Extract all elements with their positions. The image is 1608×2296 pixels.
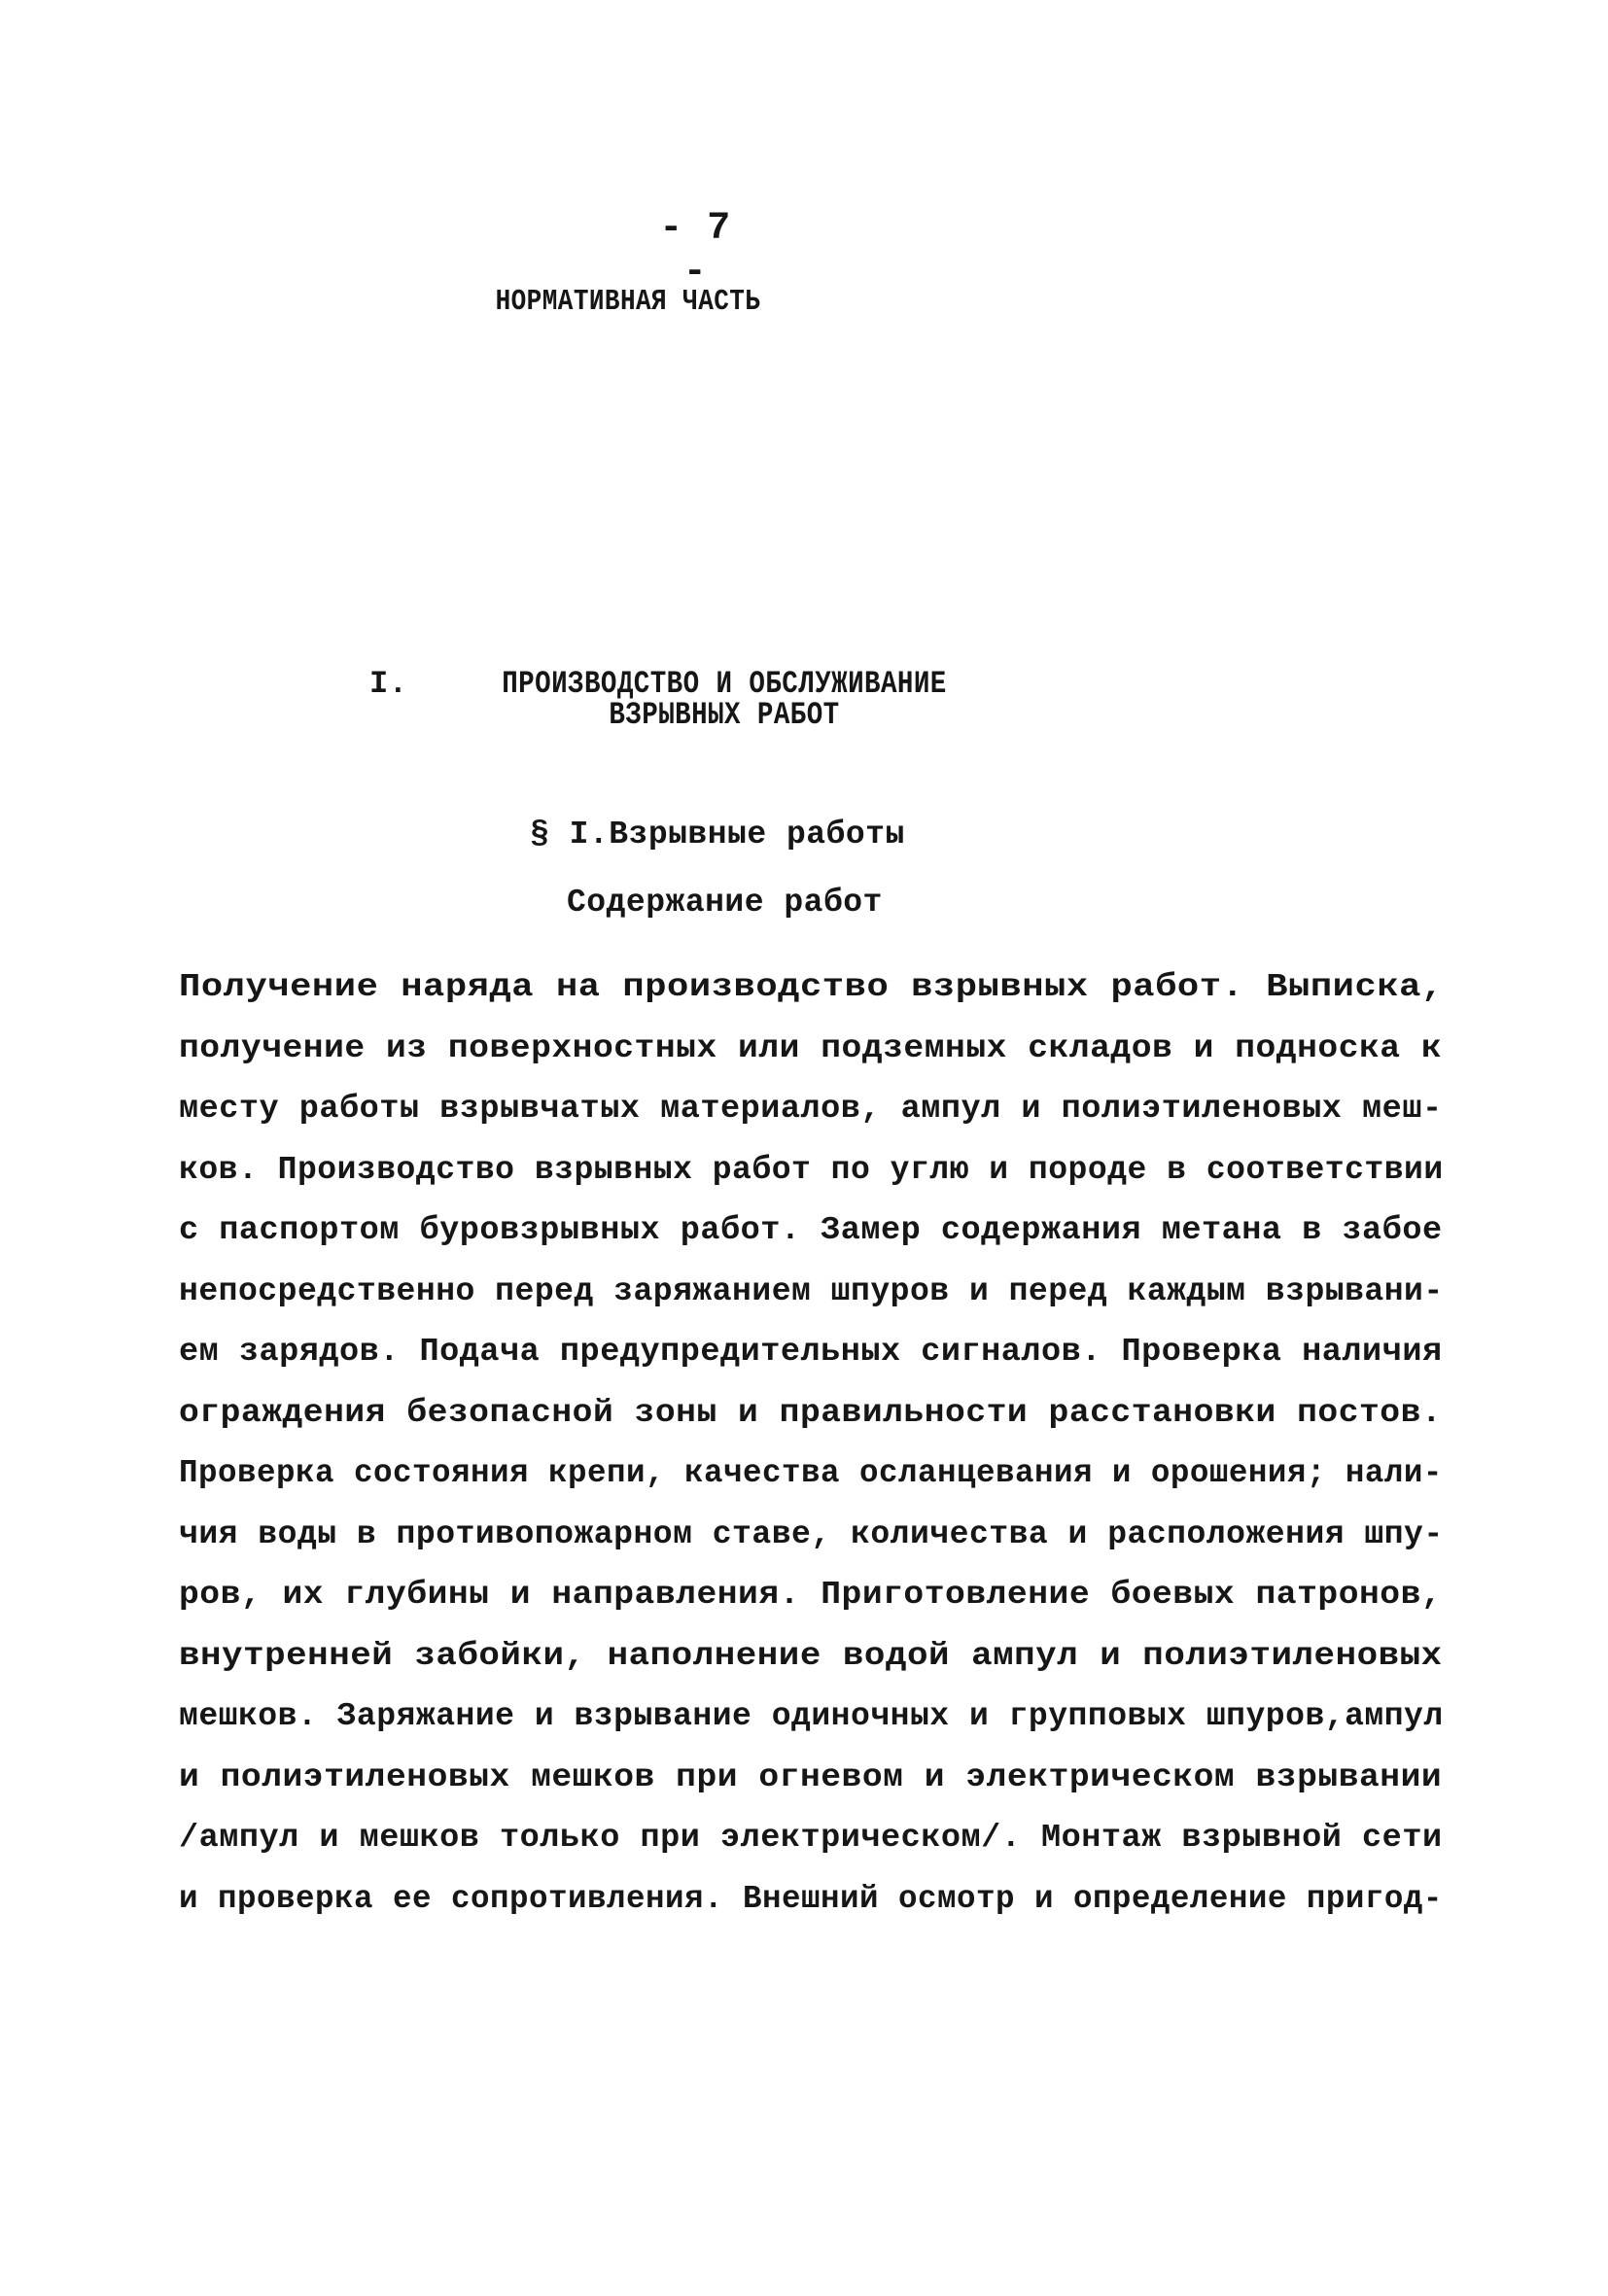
body-line: ров, их глубины и направления. Приготовление боевых патронов, xyxy=(179,1577,1443,1613)
subheading: Содержание работ xyxy=(567,885,883,921)
body-line: месту работы взрывчатых материалов, ампул и полиэтиленовых меш- xyxy=(179,1091,1443,1127)
section-number: I. xyxy=(369,666,408,702)
body-line: /ампул и мешков только при электрическом/. Монтаж взрывной сети xyxy=(179,1820,1443,1856)
body-line: и проверка ее сопротивления. Внешний осмотр и определение пригод- xyxy=(179,1880,1443,1917)
paragraph-heading: § I.Взрывные работы xyxy=(530,817,905,852)
body-line: внутренней забойки, наполнение водой ампул и полиэтиленовых xyxy=(179,1637,1443,1674)
body-line: и полиэтиленовых мешков при огневом и электрическом взрывании xyxy=(179,1758,1443,1795)
part-title: НОРМАТИВНАЯ ЧАСТЬ xyxy=(495,285,761,319)
section-heading xyxy=(369,666,1079,733)
body-line: Получение наряда на производство взрывных работ. Выписка, xyxy=(179,969,1444,1005)
body-line: чия воды в противопожарном ставе, количества и расположения шпу- xyxy=(179,1515,1444,1552)
body-line: с паспортом буровзрывных работ. Замер содержания метана в забое xyxy=(179,1212,1443,1248)
body-line: ограждения безопасной зоны и правильности расстановки постов. xyxy=(179,1394,1443,1431)
body-line: получение из поверхностных или подземных складов и поднoска к xyxy=(179,1029,1443,1066)
body-text xyxy=(179,957,1443,1930)
body-line: непосредственно перед заряжанием шпуров и перед каждым взрывани- xyxy=(179,1272,1444,1309)
body-line: ем зарядов. Подача предупредительных сигналов. Проверка наличия xyxy=(179,1334,1443,1370)
body-line: Проверка состояния крепи, качества осланцевания и орошения; нали- xyxy=(179,1455,1443,1491)
body-line: мешков. Заряжание и взрывание одиночных и групповых шпуров,ампул xyxy=(179,1698,1444,1734)
page-number: - 7 - xyxy=(659,207,731,295)
body-line: ков. Производство взрывных работ по углю и породе в соответствии xyxy=(179,1151,1444,1188)
section-title-line-1: ПРОИЗВОДСТВО И ОБСЛУЖИВАНИЕ xyxy=(502,666,947,702)
section-title-line-2: ВЗРЫВНЫХ РАБОТ xyxy=(609,697,840,733)
